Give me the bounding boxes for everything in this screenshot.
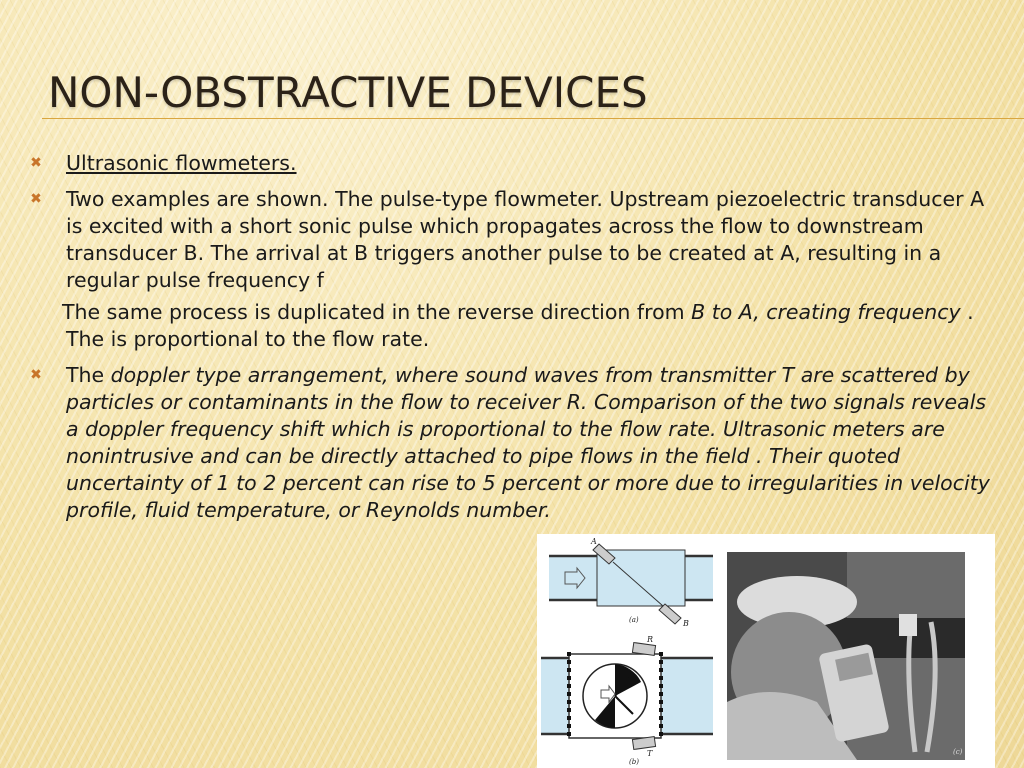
bullet-pulse-type [28, 186, 990, 294]
bullet-doppler [28, 362, 990, 524]
label-t-transmitter: T [647, 749, 653, 758]
x-bullet-icon: ✖ [30, 191, 42, 207]
bullet-lead: The [66, 363, 111, 387]
label-r-receiver: R [647, 635, 654, 644]
paragraph-italic: B to A, creating frequency [691, 300, 961, 324]
reverse-direction-paragraph [28, 299, 990, 353]
doppler-diagram [541, 635, 713, 766]
label-b-transducer: B [683, 619, 689, 628]
title-rule [42, 118, 1024, 119]
slide-content [28, 150, 990, 533]
x-bullet-icon: ✖ [30, 367, 42, 383]
bullet-italic: doppler type arrangement, where sound waves from transmitter T are scattered by particles or contaminants in the flow to receiver R. Comparison of the two signals reveals a doppler frequency shift which is proportional to the flow rate. Ultrasonic meters are nonintrusive and can be directly attached to pipe flows in the field . Their quoted uncertainty of 1 to 2 percent can rise to 5 percent or more due to irregularities in velocity profile, fluid temperature, or Reynolds number. [66, 363, 990, 522]
bullet-ultrasonic [28, 150, 990, 177]
bullet-text: Two examples are shown. The pulse-type flowmeter. Upstream piezoelectric transducer A is excited with a short sonic pulse which propagates across the flow to downstream transducer B. The arrival at B triggers another pulse to be created at A, resulting in a regular pulse frequency f [66, 187, 985, 292]
paragraph-text: The same process is duplicated in the reverse direction from [62, 300, 692, 324]
pulse-type-diagram [549, 537, 713, 628]
bullet-text: Ultrasonic flowmeters. [66, 151, 297, 175]
caption-c: (c) [953, 748, 963, 756]
slide-title: NON-OBSTRACTIVE DEVICES [48, 68, 648, 117]
flowmeter-diagrams [537, 534, 717, 768]
x-bullet-icon: ✖ [30, 155, 42, 171]
paragraph-tail: . The is proportional to the flow rate. [66, 300, 974, 351]
caption-b: (b) [629, 758, 639, 766]
field-technician-photo [727, 552, 965, 760]
flowmeter-figure [537, 534, 995, 768]
caption-a: (a) [629, 616, 639, 624]
label-a-transducer: A [591, 537, 597, 546]
